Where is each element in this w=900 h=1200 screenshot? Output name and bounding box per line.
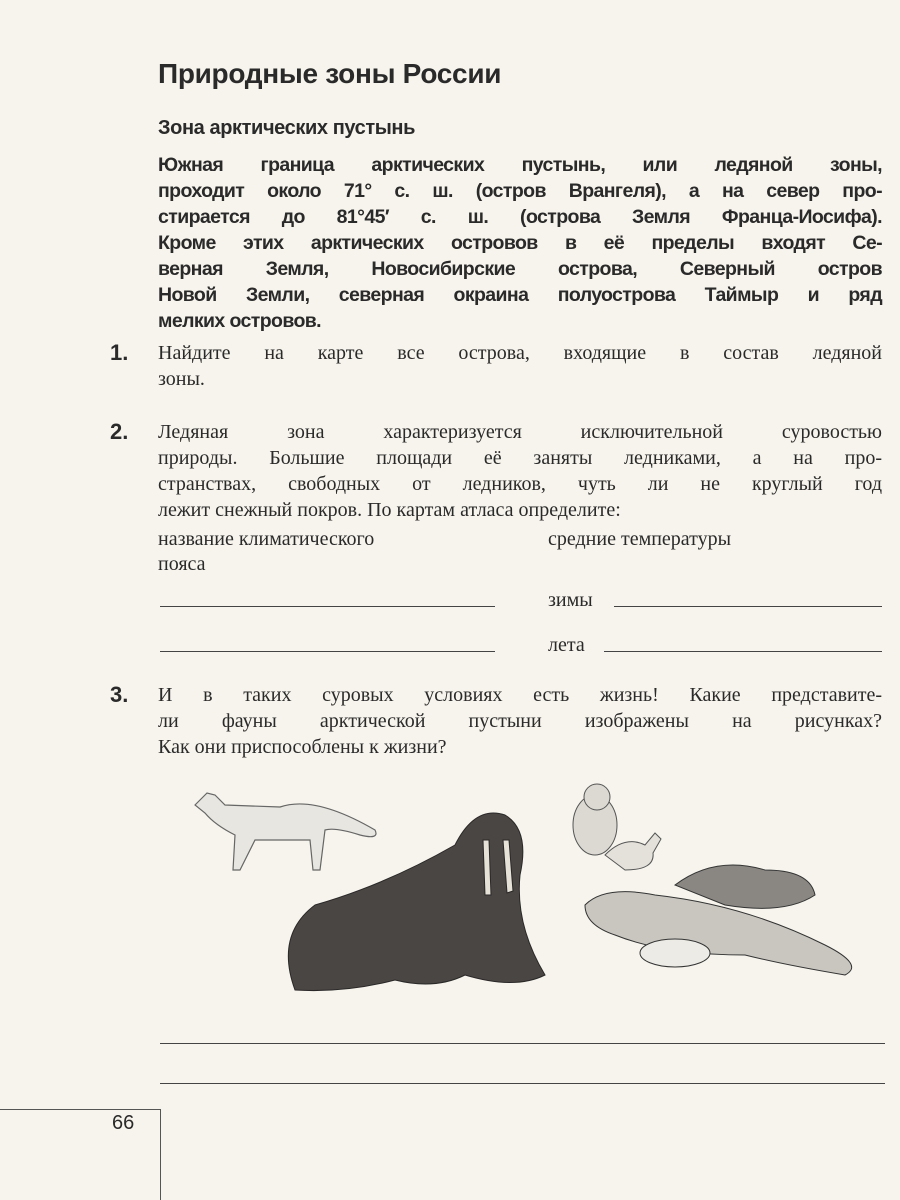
page-title: Природные зоны России <box>158 58 502 89</box>
intro-line: Новой Земли, северная окраина полуострова Таймыр и ряд <box>158 284 882 306</box>
task-line: зоны. <box>158 368 205 390</box>
climate-zone-answer-line-1[interactable] <box>160 606 495 607</box>
winter-label: зимы <box>548 589 593 611</box>
winter-answer-line[interactable] <box>614 606 882 607</box>
task-1-text <box>158 340 882 392</box>
intro-line: Кроме этих арктических островов в её пределы входят Се- <box>158 232 882 254</box>
intro-paragraph <box>158 152 882 334</box>
task-line: Ледяная зона характеризуется исключительной суровостью <box>158 421 882 443</box>
intro-line: мелких островов. <box>158 310 321 332</box>
climate-zone-label <box>158 527 374 577</box>
task-number: 1. <box>110 340 129 365</box>
task-line: ли фауны арктической пустыни изображены на рисунках? <box>158 710 882 732</box>
task-number: 3. <box>110 682 129 707</box>
arctic-fox-icon <box>195 793 376 870</box>
summer-answer-line[interactable] <box>604 651 882 652</box>
task-line: природы. Большие площади её заняты ледниками, а на про- <box>158 447 882 469</box>
summer-label: лета <box>548 634 585 656</box>
task-3-answer-line-2[interactable] <box>160 1083 885 1084</box>
snowy-owl-icon <box>573 784 617 855</box>
intro-line: стирается до 81°45′ с. ш. (острова Земля Франца-Иосифа). <box>158 206 882 228</box>
intro-line: верная Земля, Новосибирские острова, Северный остров <box>158 258 882 280</box>
section-heading: Зона арктических пустынь <box>158 117 416 139</box>
page-number-box-top <box>0 1109 160 1110</box>
avg-temp-label: средние температуры <box>548 528 732 550</box>
task-line: лежит снежный покров. По картам атласа определите: <box>158 499 621 521</box>
climate-zone-answer-line-2[interactable] <box>160 651 495 652</box>
page-number: 66 <box>112 1112 135 1134</box>
page-number-box-side <box>160 1109 161 1200</box>
intro-line: проходит около 71° с. ш. (остров Врангеля), а на север про- <box>158 180 882 202</box>
arctic-animals-illustration <box>185 775 860 1000</box>
task-2-text <box>158 419 882 523</box>
task-3-text <box>158 682 882 760</box>
task-line: И в таких суровых условиях есть жизнь! Какие представите- <box>158 684 882 706</box>
walrus-icon <box>288 813 545 991</box>
task-line: странствах, свободных от ледников, чуть ли не круглый год <box>158 473 882 495</box>
task-3-answer-line-1[interactable] <box>160 1043 885 1044</box>
label-line: пояса <box>158 553 206 575</box>
task-number: 2. <box>110 419 129 444</box>
task-line: Как они приспособлены к жизни? <box>158 736 447 758</box>
intro-line: Южная граница арктических пустынь, или ледяной зоны, <box>158 154 882 176</box>
task-line: Найдите на карте все острова, входящие в состав ледяной <box>158 342 882 364</box>
label-line: название климатического <box>158 528 375 550</box>
harp-seal-icon <box>585 865 852 975</box>
